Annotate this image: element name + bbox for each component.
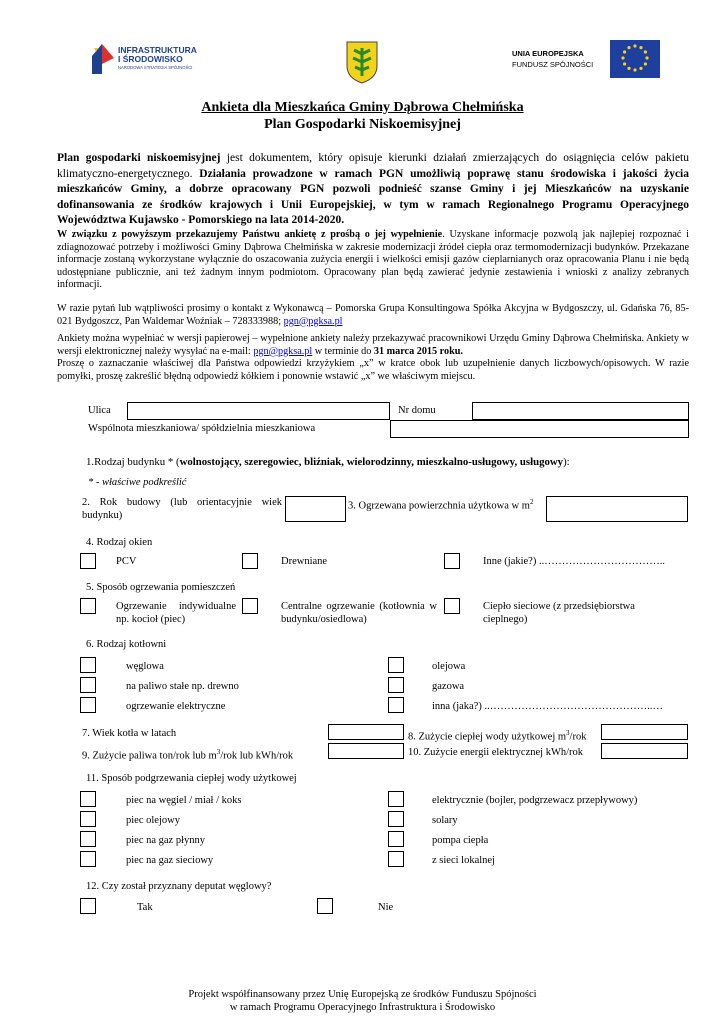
q9-label xyxy=(82,746,293,763)
q5-indywidualne-checkbox[interactable] xyxy=(80,598,96,614)
nr-domu-label: Nr domu xyxy=(398,405,436,416)
submit-paragraph xyxy=(57,333,689,383)
logo-infrastruktura xyxy=(92,44,222,78)
title-line2: Plan Gospodarki Niskoemisyjnej xyxy=(264,117,461,132)
contact-text: W razie pytań lub wątpliwości prosimy o kontakt z Wykonawcą – Pomorska Grupa Konsultingowa Spółka Akcyjna w Bydgoszczy, ul. Gdańska 76, 85-021 Bydgoszcz, Pan Waldemar Woźniak – 728333988; xyxy=(57,303,689,327)
q6-weglowa-label: węglowa xyxy=(126,661,164,672)
coat-of-arms-icon xyxy=(345,40,379,84)
q2-input[interactable] xyxy=(285,496,346,522)
q6-label: 6. Rodzaj kotłowni xyxy=(86,639,167,650)
q10-input[interactable] xyxy=(601,743,688,759)
footer-line1: Projekt współfinansowany przez Unię Europejską ze środków Funduszu Spójności xyxy=(188,989,537,1000)
q5-sieciowe-label: Ciepło sieciowe (z przedsiębiorstwa cieplnego) xyxy=(483,601,635,625)
q10-label: 10. Zużycie energii elektrycznej kWh/rok xyxy=(408,747,584,758)
q8-sup: 3 xyxy=(566,729,570,737)
q11-label: 11. Sposób podgrzewania ciepłej wody użytkowej xyxy=(86,773,297,784)
wspolnota-input[interactable] xyxy=(390,420,689,438)
contact-paragraph xyxy=(57,303,689,328)
q11-olejowy-label: piec olejowy xyxy=(126,815,180,826)
q11-gaz-sieciowy-checkbox[interactable] xyxy=(80,851,96,867)
q11-pompa-label: pompa ciepła xyxy=(432,835,489,846)
q6-gazowa-label: gazowa xyxy=(432,681,465,692)
q11-siec-lokalna-checkbox[interactable] xyxy=(388,851,404,867)
intro-bold1: Plan gospodarki niskoemisyjnej xyxy=(57,152,221,164)
q9-end: /rok lub kWh/rok xyxy=(220,750,294,762)
q11-pompa-checkbox[interactable] xyxy=(388,831,404,847)
q5-centralne-label: Centralne ogrzewanie (kotłownia w budynku/osiedlowa) xyxy=(281,601,437,625)
q11-siec-lokalna-label: z sieci lokalnej xyxy=(432,855,495,866)
q11-gaz-sieciowy-label: piec na gaz sieciowy xyxy=(126,855,214,866)
title-line1: Ankieta dla Mieszkańca Gminy Dąbrowa Chełmińska xyxy=(201,100,524,115)
ulica-label: Ulica xyxy=(88,405,111,416)
q4-drewniane-label: Drewniane xyxy=(281,556,328,567)
q3-text: 3. Ogrzewana powierzchnia użytkowa w m xyxy=(348,500,530,512)
page-title xyxy=(0,100,725,116)
q11-wegiel-checkbox[interactable] xyxy=(80,791,96,807)
q12-tak-label: Tak xyxy=(137,902,153,913)
q1-label xyxy=(86,456,570,469)
q11-gaz-plynny-checkbox[interactable] xyxy=(80,831,96,847)
q7-input[interactable] xyxy=(328,724,404,740)
q9-sup: 3 xyxy=(216,748,221,756)
logo-left-line2: I ŚRODOWISKO xyxy=(118,54,183,64)
q3-label xyxy=(348,496,543,513)
q12-label: 12. Czy został przyznany deputat węglowy? xyxy=(86,881,272,892)
q4-inne-label: Inne (jakie?) ..…………………………….. xyxy=(483,556,665,567)
logo-right-line2: FUNDUSZ SPÓJNOŚCI xyxy=(512,60,594,69)
q1-prefix: 1.Rodzaj budynku * ( xyxy=(86,456,180,468)
q1-end: ): xyxy=(563,456,570,468)
q11-gaz-plynny-label: piec na gaz płynny xyxy=(126,835,206,846)
q6-inna-label: inna (jaka?) ..………………………………………..… xyxy=(432,701,663,712)
q12-tak-checkbox[interactable] xyxy=(80,898,96,914)
q2-label: 2. Rok budowy (lub orientacyjnie wiek budynku) xyxy=(82,497,282,521)
q6-elektryczne-label: ogrzewanie elektryczne xyxy=(126,701,226,712)
logo-right-line1: UNIA EUROPEJSKA xyxy=(512,49,584,58)
q6-olejowa-checkbox[interactable] xyxy=(388,657,404,673)
q12-nie-label: Nie xyxy=(378,902,394,913)
q1-note: * - właściwe podkreślić xyxy=(88,477,187,488)
submit-text3: Proszę o zaznaczanie właściwej dla Państwa odpowiedzi krzyżykiem „x” w kratce obok lub uzupełnienie danych liczbowych/opisowych. W razie pomyłki, proszę zakreślić błędną odpowiedź kółkiem i ponownie wstawić „x” we właściwym miejscu. xyxy=(57,358,689,382)
q7-label: 7. Wiek kotła w latach xyxy=(82,728,177,739)
q4-pcv-label: PCV xyxy=(116,556,137,567)
q6-gazowa-checkbox[interactable] xyxy=(388,677,404,693)
q9-text: 9. Zużycie paliwa ton/rok lub m xyxy=(82,750,217,762)
q5-centralne-checkbox[interactable] xyxy=(242,598,258,614)
footer-line2: w ramach Programu Operacyjnego Infrastruktura i Środowisko xyxy=(229,1002,496,1013)
q6-drewno-checkbox[interactable] xyxy=(80,677,96,693)
ulica-input[interactable] xyxy=(127,402,390,420)
q12-nie-checkbox[interactable] xyxy=(317,898,333,914)
q5-sieciowe-checkbox[interactable] xyxy=(444,598,460,614)
info-paragraph xyxy=(57,229,689,292)
footer xyxy=(0,988,725,1014)
q11-solary-checkbox[interactable] xyxy=(388,811,404,827)
q11-wegiel-label: piec na węgiel / miał / koks xyxy=(126,795,242,806)
q11-olejowy-checkbox[interactable] xyxy=(80,811,96,827)
q3-input[interactable] xyxy=(546,496,688,522)
q11-solary-label: solary xyxy=(432,815,458,826)
q8-text: 8. Zużycie ciepłej wody użytkowej m xyxy=(408,731,567,743)
q8-label xyxy=(408,727,586,744)
nr-domu-input[interactable] xyxy=(472,402,689,420)
logo-left-line1: INFRASTRUKTURA xyxy=(118,45,197,55)
q4-label: 4. Rodzaj okien xyxy=(86,537,153,548)
intro-paragraph xyxy=(57,151,689,229)
q4-drewniane-checkbox[interactable] xyxy=(242,553,258,569)
q6-drewno-label: na paliwo stałe np. drewno xyxy=(126,681,239,692)
q11-elektrycznie-label: elektrycznie (bojler, podgrzewacz przepływowy) xyxy=(432,795,638,806)
q8-input[interactable] xyxy=(601,724,688,740)
infrastruktura-logo-icon xyxy=(92,44,114,74)
submit-text1: Ankiety można wypełniać w wersji papierowej – wypełnione ankiety należy przekazywać pracownikowi Urzędu Gminy Dąbrowa Chełmińska. Ankiety w wersji elektronicznej należy wysyłać na e-mail: xyxy=(57,333,689,357)
q11-elektrycznie-checkbox[interactable] xyxy=(388,791,404,807)
eu-flag-icon xyxy=(610,40,660,78)
logo-left-line3: NARODOWA STRATEGIA SPÓJNOŚCI xyxy=(118,65,193,70)
q4-inne-checkbox[interactable] xyxy=(444,553,460,569)
q4-pcv-checkbox[interactable] xyxy=(80,553,96,569)
submit-email-link[interactable]: pgn@pgksa.pl xyxy=(253,345,313,357)
q6-weglowa-checkbox[interactable] xyxy=(80,657,96,673)
wspolnota-label: Wspólnota mieszkaniowa/ spółdzielnia mieszkaniowa xyxy=(88,423,316,434)
submit-deadline: 31 marca 2015 roku. xyxy=(373,345,463,357)
intro-bold2: Działania prowadzone w ramach PGN umożliwią poprawę stanu środowiska i jakości życia mieszkańców Gminy, a dobrze opracowany PGN pozwoli podnieść szanse Gminy i jej Mieszkańców na uzyskanie dofinansowania ze środków krajowych i Unii Europejskiej, w tym w ramach Regionalnego Programu Operacyjnego Województwa Kujawsko - Pomorskiego na lata 2014-2020. xyxy=(57,167,689,226)
q3-sup: 2 xyxy=(529,498,534,506)
intro-text1: jest dokumentem, który opisuje kierunki działań zmierzających do osiągnięcia celów pakietu klimatyczno-energetycznego. xyxy=(57,152,689,180)
contact-email-link[interactable]: pgn@pgksa.pl xyxy=(283,315,343,327)
q9-input[interactable] xyxy=(328,743,404,759)
q5-indywidualne-label: Ogrzewanie indywidualne np. kocioł (piec) xyxy=(116,601,236,625)
info-text: . Uzyskane informacje pozwolą jak najlepiej rozpoznać i zdiagnozować potrzeby i możliwości Gminy Dąbrowa Chełmińska w zakresie modernizacji źródeł ciepła oraz termomodernizacji budynków. Przekazane informacje zostaną wykorzystane wyłącznie do oszacowania zużycia energii i wielkości emisji gazów cieplarnianych oraz opracowania Planu i nie będą udostępniane publicznie, ani też żadnym innym podmiotom. Opracowany plan będą zawierać jedynie zestawienia i wnioski z analizy zebranych informacji. xyxy=(57,229,689,291)
q8-end: /rok xyxy=(569,731,587,743)
coat-of-arms xyxy=(345,40,379,84)
q5-label: 5. Sposób ogrzewania pomieszczeń xyxy=(86,582,236,593)
info-bold: W związku z powyższym przekazujemy Państwu ankietę z prośbą o jej wypełnienie xyxy=(57,229,443,240)
page-subtitle xyxy=(0,117,725,133)
q1-options[interactable]: wolnostojący, szeregowiec, bliźniak, wielorodzinny, mieszkalno-usługowy, usługowy xyxy=(179,456,564,468)
q6-inna-checkbox[interactable] xyxy=(388,697,404,713)
submit-text2: w terminie do xyxy=(312,345,374,357)
q6-olejowa-label: olejowa xyxy=(432,661,466,672)
q6-elektryczne-checkbox[interactable] xyxy=(80,697,96,713)
logo-eu xyxy=(506,38,661,80)
